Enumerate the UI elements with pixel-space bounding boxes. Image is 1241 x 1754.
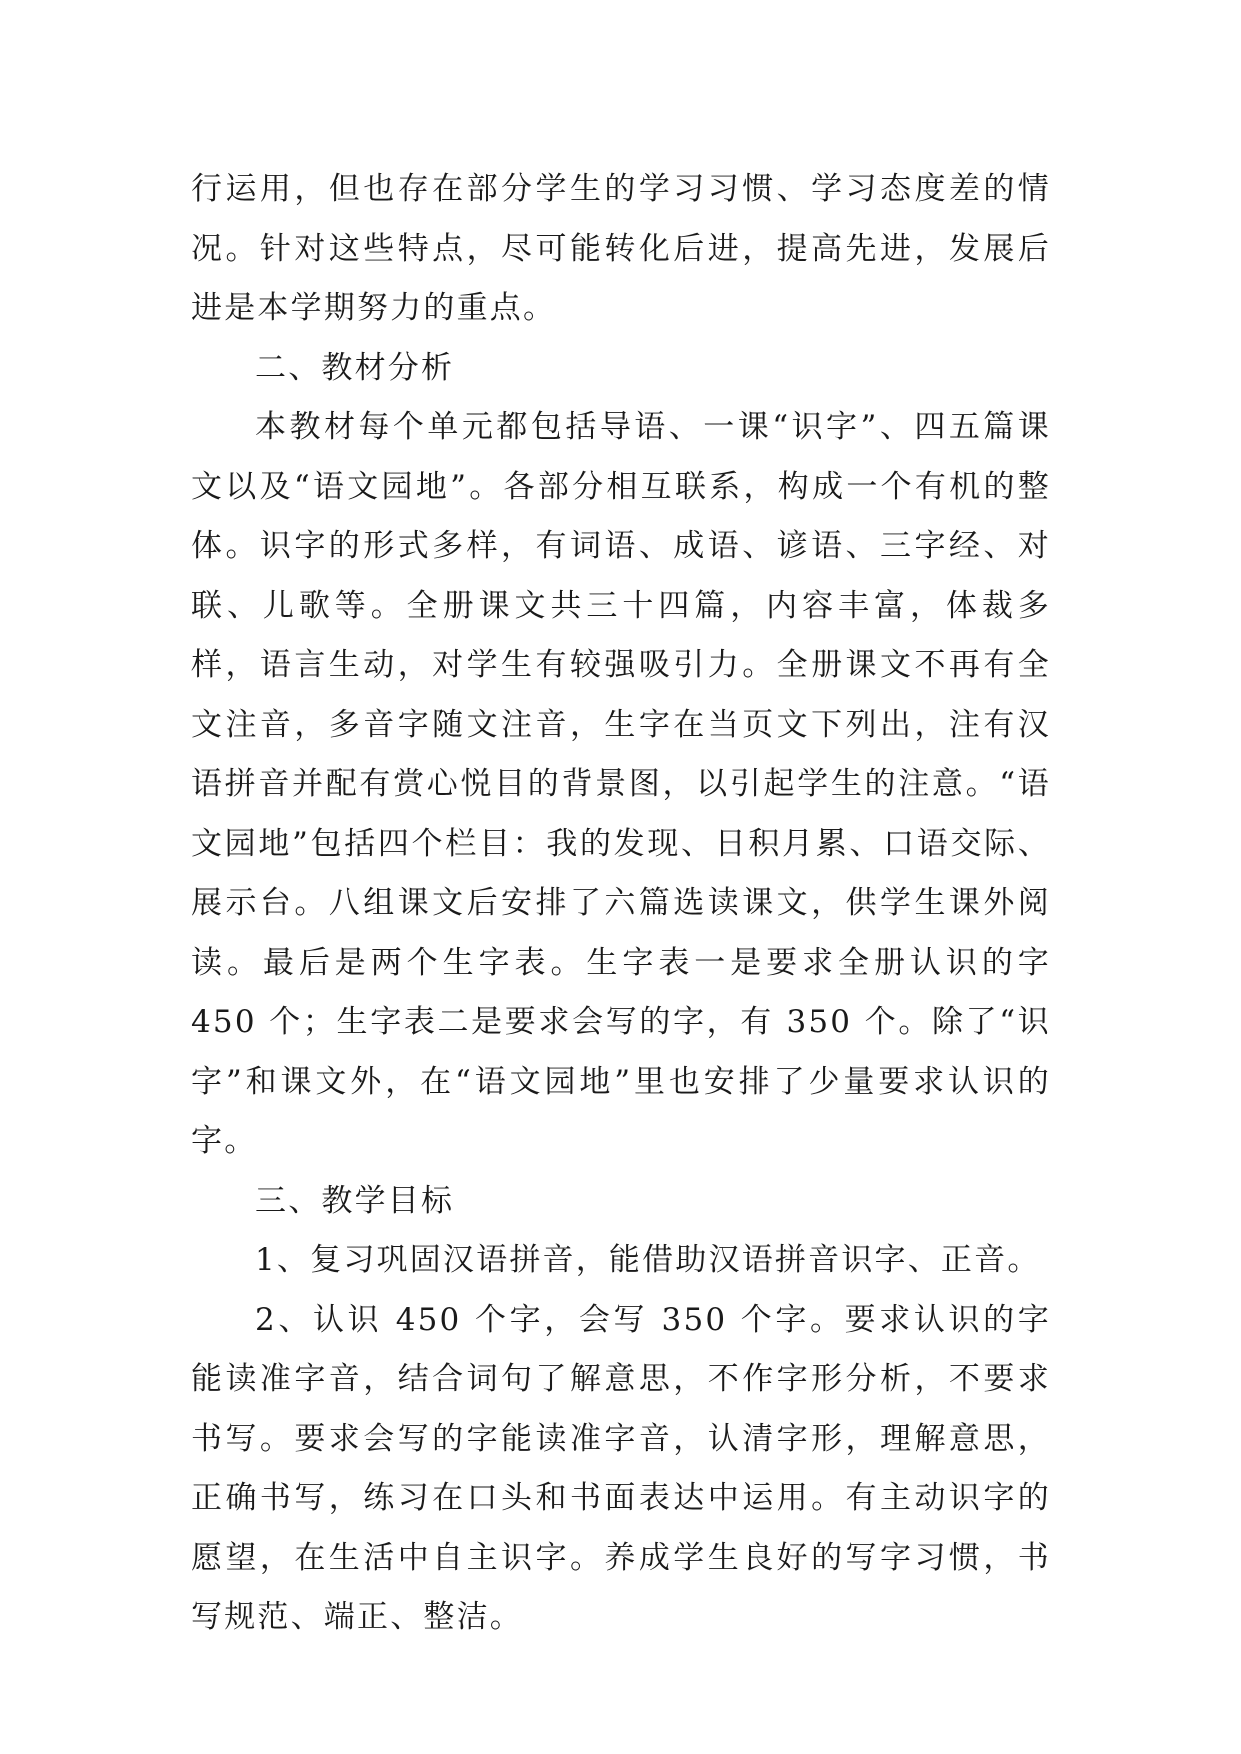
paragraph-continuation: 行运用，但也存在部分学生的学习习惯、学习态度差的情况。针对这些特点，尽可能转化后进，提高先进，发展后进是本学期努力的重点。 <box>191 171 1051 326</box>
section-heading-textbook-analysis: 二、教材分析 <box>255 349 455 386</box>
document-body <box>191 160 1051 1648</box>
section-heading-teaching-goals: 三、教学目标 <box>255 1182 455 1219</box>
goal-item-1: 1、复习巩固汉语拼音，能借助汉语拼音识字、正音。 <box>255 1242 1041 1278</box>
paragraph-textbook-analysis: 本教材每个单元都包括导语、一课“识字”、四五篇课文以及“语文园地”。各部分相互联系，构成一个有机的整体。识字的形式多样，有词语、成语、谚语、三字经、对联、儿歌等。全册课文共三十四篇，内容丰富，体裁多样，语言生动，对学生有较强吸引力。全册课文不再有全文注音，多音字随文注音，生字在当页文下列出，注有汉语拼音并配有赏心悦目的背景图，以引起学生的注意。“语文园地”包括四个栏目：我的发现、日积月累、口语交际、展示台。八组课文后安排了六篇选读课文，供学生课外阅读。最后是两个生字表。生字表一是要求全册认识的字 450 个；生字表二是要求会写的字，有 350 个。除了“识字”和课文外，在“语文园地”里也安排了少量要求认识的字。 <box>191 409 1051 1159</box>
goal-item-2: 2、认识 450 个字，会写 350 个字。要求认识的字能读准字音，结合词句了解意思，不作字形分析，不要求书写。要求会写的字能读准字音，认清字形，理解意思，正确书写，练习在口头和书面表达中运用。有主动识字的愿望，在生活中自主识字。养成学生良好的写字习惯，书写规范、端正、整洁。 <box>191 1301 1051 1635</box>
